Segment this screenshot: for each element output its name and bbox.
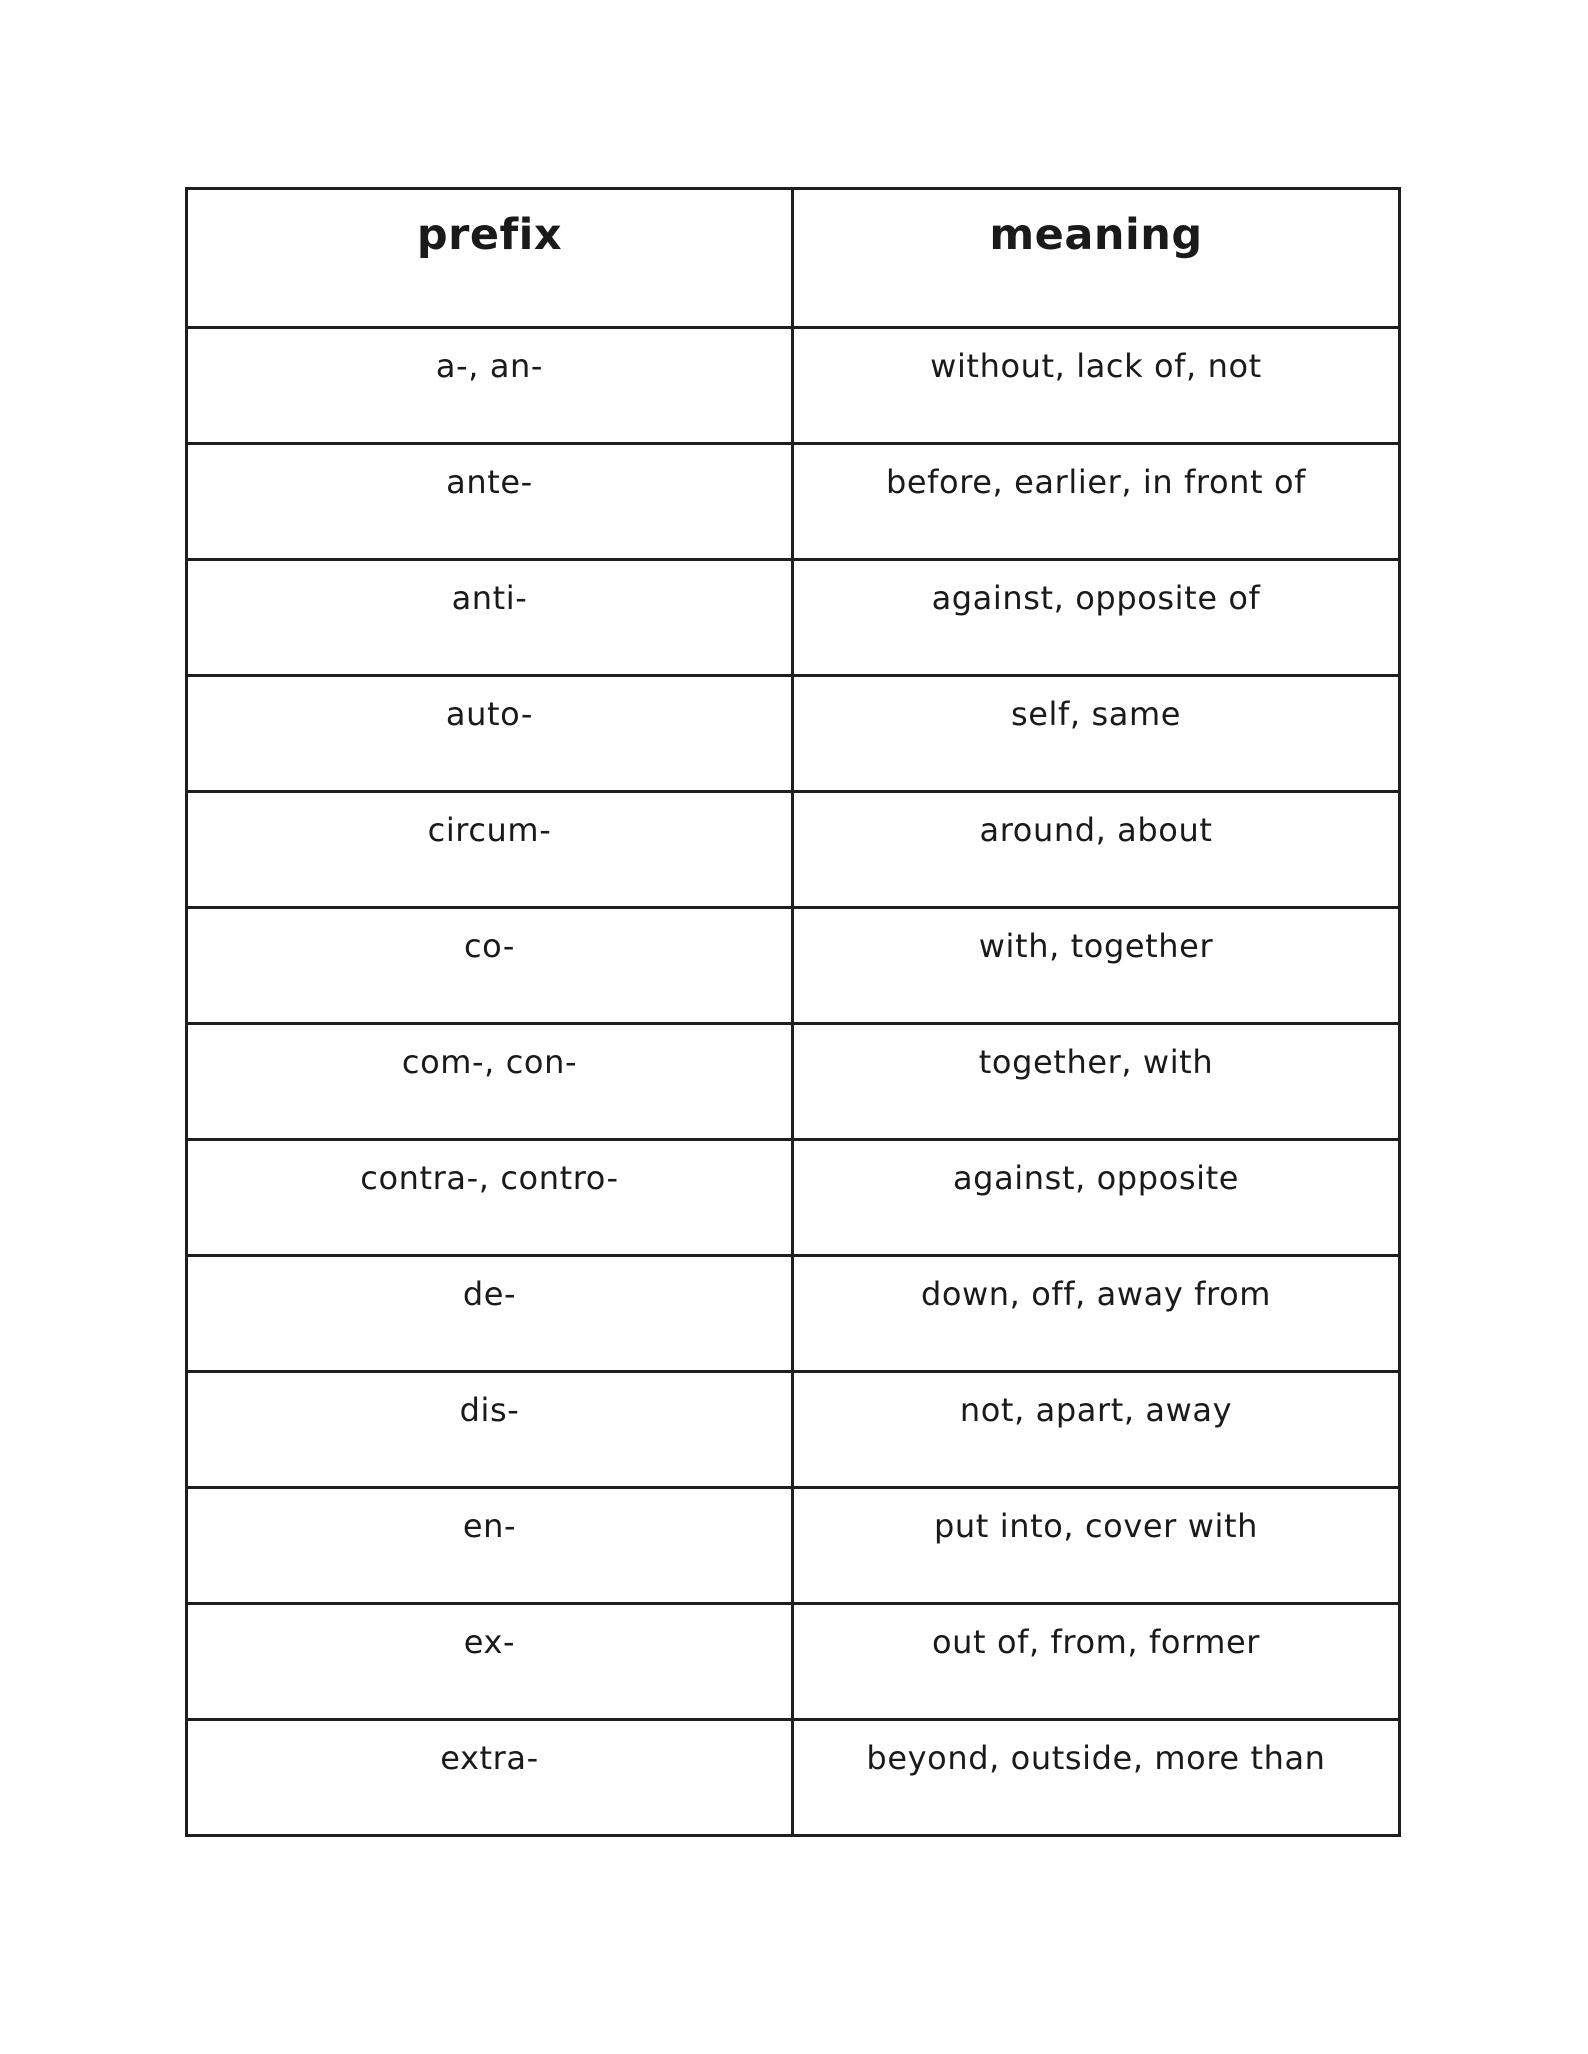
meaning-cell: together, with (793, 1024, 1400, 1140)
prefix-cell: anti- (187, 560, 793, 676)
meaning-cell: around, about (793, 792, 1400, 908)
prefix-cell: ante- (187, 444, 793, 560)
meaning-cell: beyond, outside, more than (793, 1720, 1400, 1836)
table-row (187, 1256, 1400, 1372)
meaning-cell: self, same (793, 676, 1400, 792)
meaning-cell: with, together (793, 908, 1400, 1024)
header-prefix: prefix (187, 189, 793, 328)
prefix-cell: dis- (187, 1372, 793, 1488)
prefix-cell: a-, an- (187, 328, 793, 444)
meaning-cell: without, lack of, not (793, 328, 1400, 444)
prefix-cell: en- (187, 1488, 793, 1604)
worksheet (185, 187, 1398, 1837)
meaning-cell: against, opposite (793, 1140, 1400, 1256)
table-row (187, 560, 1400, 676)
prefix-cell: ex- (187, 1604, 793, 1720)
table-row (187, 1372, 1400, 1488)
meaning-cell: put into, cover with (793, 1488, 1400, 1604)
table-row (187, 676, 1400, 792)
prefix-table (185, 187, 1401, 1837)
table-row (187, 444, 1400, 560)
table-row (187, 1720, 1400, 1836)
prefix-cell: extra- (187, 1720, 793, 1836)
prefix-cell: circum- (187, 792, 793, 908)
table-row (187, 908, 1400, 1024)
table-row (187, 1604, 1400, 1720)
header-row (187, 189, 1400, 328)
meaning-cell: before, earlier, in front of (793, 444, 1400, 560)
table-row (187, 1140, 1400, 1256)
prefix-cell: com-, con- (187, 1024, 793, 1140)
meaning-cell: out of, from, former (793, 1604, 1400, 1720)
prefix-cell: auto- (187, 676, 793, 792)
table-row (187, 1488, 1400, 1604)
meaning-cell: not, apart, away (793, 1372, 1400, 1488)
table-row (187, 328, 1400, 444)
prefix-cell: co- (187, 908, 793, 1024)
prefix-cell: contra-, contro- (187, 1140, 793, 1256)
header-meaning: meaning (793, 189, 1400, 328)
prefix-cell: de- (187, 1256, 793, 1372)
table-row (187, 792, 1400, 908)
meaning-cell: down, off, away from (793, 1256, 1400, 1372)
meaning-cell: against, opposite of (793, 560, 1400, 676)
table-row (187, 1024, 1400, 1140)
